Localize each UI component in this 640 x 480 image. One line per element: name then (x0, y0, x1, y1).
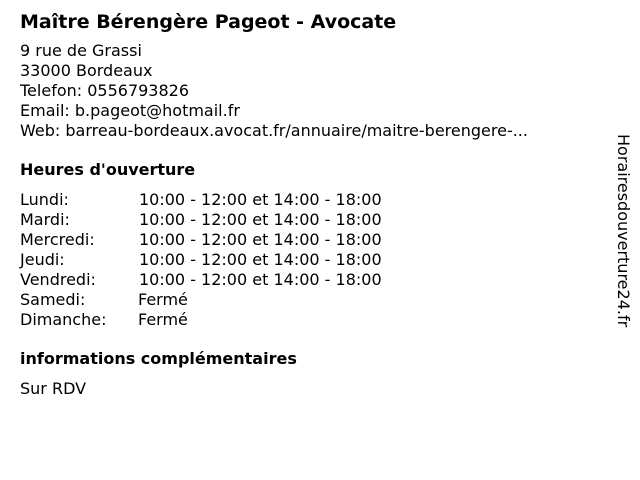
additional-info-text: Sur RDV (20, 379, 87, 398)
opening-hours-table (20, 190, 595, 330)
hours-time-value: Fermé (138, 290, 188, 309)
hours-day-label: Samedi: (20, 290, 86, 309)
hours-row-thursday (20, 250, 595, 270)
hours-day-label: Mardi: (20, 210, 70, 229)
business-name: Maître Bérengère Pageot - Avocate (20, 11, 397, 33)
hours-day-label: Mercredi: (20, 230, 95, 249)
hours-time-value: Fermé (138, 310, 188, 329)
business-card (20, 10, 595, 399)
hours-day-label: Vendredi: (20, 270, 96, 289)
site-watermark: Horairesdouverture24.fr (614, 134, 633, 328)
hours-row-monday (20, 190, 595, 210)
phone-line: Telefon: 0556793826 (20, 81, 190, 100)
hours-day-label: Dimanche: (20, 310, 107, 329)
web-line: Web: barreau-bordeaux.avocat.fr/annuaire/maitre-berengere-... (20, 121, 528, 140)
hours-row-tuesday (20, 210, 595, 230)
hours-time-value: 10:00 - 12:00 et 14:00 - 18:00 (139, 270, 382, 289)
hours-row-sunday (20, 310, 595, 330)
address-city: 33000 Bordeaux (20, 61, 153, 80)
hours-day-label: Lundi: (20, 190, 69, 209)
hours-time-value: 10:00 - 12:00 et 14:00 - 18:00 (139, 250, 382, 269)
hours-row-friday (20, 270, 595, 290)
hours-row-wednesday (20, 230, 595, 250)
hours-time-value: 10:00 - 12:00 et 14:00 - 18:00 (139, 210, 382, 229)
contact-block (20, 41, 595, 141)
hours-time-value: 10:00 - 12:00 et 14:00 - 18:00 (139, 230, 382, 249)
opening-hours-title: Heures d'ouverture (20, 160, 196, 179)
address-street: 9 rue de Grassi (20, 41, 142, 60)
email-line: Email: b.pageot@hotmail.fr (20, 101, 240, 120)
additional-info-title: informations complémentaires (20, 349, 297, 368)
hours-time-value: 10:00 - 12:00 et 14:00 - 18:00 (139, 190, 382, 209)
hours-day-label: Jeudi: (20, 250, 65, 269)
hours-row-saturday (20, 290, 595, 310)
